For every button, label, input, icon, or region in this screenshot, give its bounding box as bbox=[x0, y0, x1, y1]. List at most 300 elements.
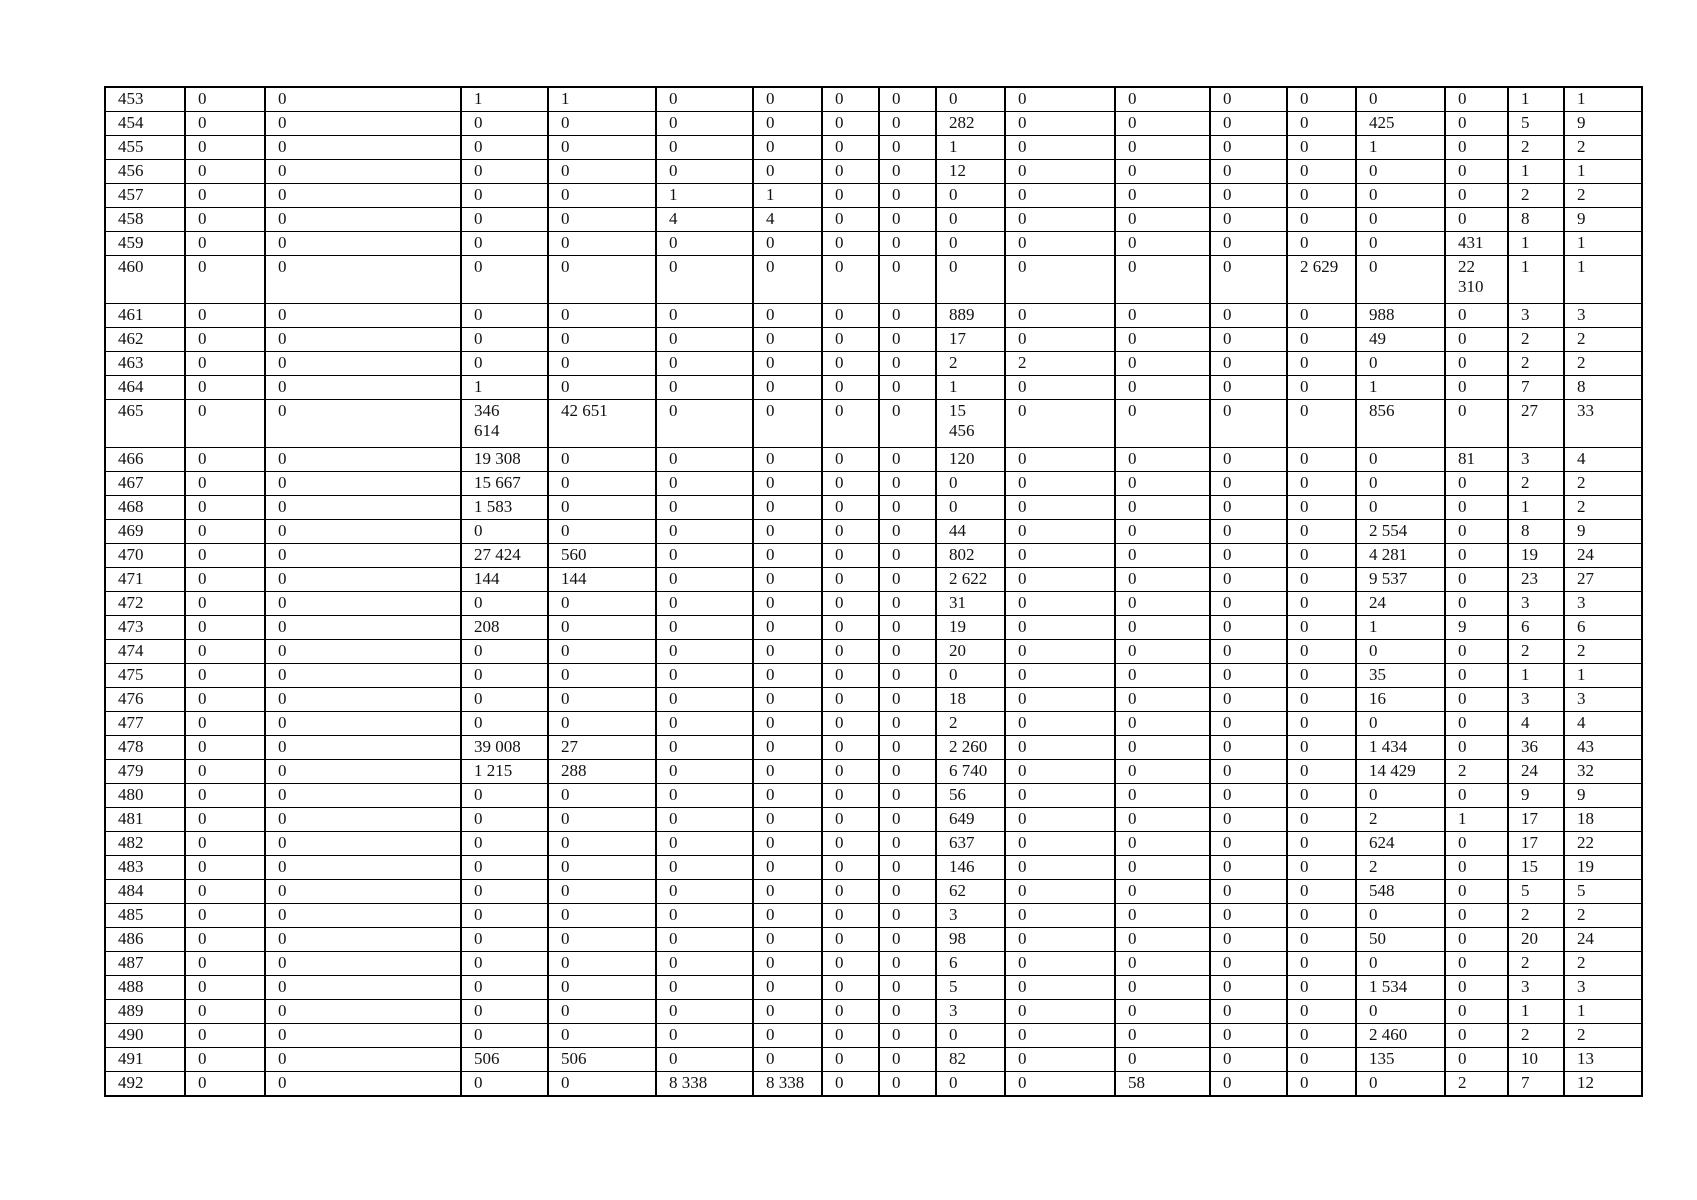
table-cell: 282 bbox=[936, 112, 1005, 136]
table-cell: 2 554 bbox=[1356, 520, 1445, 544]
table-row bbox=[105, 592, 1642, 616]
table-cell: 15 667 bbox=[461, 472, 548, 496]
table-cell: 81 bbox=[1445, 448, 1508, 472]
table-cell: 0 bbox=[1445, 472, 1508, 496]
table-cell: 0 bbox=[265, 976, 461, 1000]
row-number-cell: 474 bbox=[105, 640, 185, 664]
table-cell: 0 bbox=[1115, 592, 1210, 616]
row-number-cell: 484 bbox=[105, 880, 185, 904]
table-cell: 0 bbox=[461, 832, 548, 856]
table-cell: 2 bbox=[1005, 352, 1115, 376]
table-cell: 0 bbox=[461, 520, 548, 544]
table-cell: 0 bbox=[1210, 784, 1287, 808]
table-cell: 0 bbox=[461, 256, 548, 304]
table-cell: 3 bbox=[1508, 304, 1564, 328]
table-cell: 35 bbox=[1356, 664, 1445, 688]
table-cell: 9 537 bbox=[1356, 568, 1445, 592]
table-cell: 0 bbox=[1210, 496, 1287, 520]
table-cell: 0 bbox=[461, 880, 548, 904]
table-cell: 0 bbox=[1210, 208, 1287, 232]
table-cell: 0 bbox=[1210, 688, 1287, 712]
table-cell: 0 bbox=[1005, 784, 1115, 808]
table-cell: 0 bbox=[936, 1024, 1005, 1048]
table-cell: 135 bbox=[1356, 1048, 1445, 1072]
row-number-cell: 453 bbox=[105, 87, 185, 112]
table-cell: 0 bbox=[753, 568, 822, 592]
table-cell: 0 bbox=[265, 1072, 461, 1097]
table-row bbox=[105, 112, 1642, 136]
table-cell: 1 bbox=[1564, 87, 1642, 112]
table-cell: 2 bbox=[1564, 136, 1642, 160]
table-cell: 0 bbox=[1210, 640, 1287, 664]
table-cell: 0 bbox=[1287, 448, 1356, 472]
table-cell: 0 bbox=[879, 976, 936, 1000]
table-cell: 0 bbox=[879, 616, 936, 640]
table-row bbox=[105, 784, 1642, 808]
table-cell: 0 bbox=[265, 928, 461, 952]
table-cell: 0 bbox=[656, 400, 753, 448]
table-cell: 0 bbox=[1210, 376, 1287, 400]
table-cell: 0 bbox=[1210, 232, 1287, 256]
table-cell: 624 bbox=[1356, 832, 1445, 856]
table-cell: 0 bbox=[185, 304, 265, 328]
table-cell: 0 bbox=[461, 928, 548, 952]
table-cell: 0 bbox=[1005, 808, 1115, 832]
table-cell: 8 338 bbox=[656, 1072, 753, 1097]
table-cell: 0 bbox=[1287, 472, 1356, 496]
table-cell: 0 bbox=[265, 880, 461, 904]
table-cell: 9 bbox=[1564, 112, 1642, 136]
table-cell: 0 bbox=[656, 664, 753, 688]
table-cell: 0 bbox=[879, 1000, 936, 1024]
table-cell: 0 bbox=[548, 496, 656, 520]
table-cell: 0 bbox=[185, 112, 265, 136]
table-cell: 0 bbox=[461, 1000, 548, 1024]
row-number-cell: 487 bbox=[105, 952, 185, 976]
table-cell: 0 bbox=[265, 544, 461, 568]
row-number-cell: 463 bbox=[105, 352, 185, 376]
table-cell: 0 bbox=[1287, 880, 1356, 904]
table-cell: 0 bbox=[265, 496, 461, 520]
table-cell: 0 bbox=[753, 688, 822, 712]
table-cell: 0 bbox=[753, 160, 822, 184]
table-cell: 0 bbox=[1210, 976, 1287, 1000]
row-number-cell: 469 bbox=[105, 520, 185, 544]
table-cell: 3 bbox=[1564, 304, 1642, 328]
row-number-cell: 470 bbox=[105, 544, 185, 568]
table-cell: 0 bbox=[1210, 952, 1287, 976]
table-cell: 0 bbox=[879, 688, 936, 712]
table-cell: 0 bbox=[185, 784, 265, 808]
table-cell: 0 bbox=[461, 304, 548, 328]
table-cell: 0 bbox=[753, 1048, 822, 1072]
table-cell: 0 bbox=[185, 352, 265, 376]
table-cell: 0 bbox=[822, 616, 879, 640]
table-cell: 0 bbox=[879, 112, 936, 136]
table-cell: 0 bbox=[1287, 712, 1356, 736]
table-cell: 0 bbox=[548, 832, 656, 856]
table-cell: 0 bbox=[185, 664, 265, 688]
table-cell: 19 bbox=[1508, 544, 1564, 568]
table-row bbox=[105, 760, 1642, 784]
table-cell: 0 bbox=[185, 472, 265, 496]
table-cell: 0 bbox=[185, 520, 265, 544]
table-cell: 0 bbox=[656, 496, 753, 520]
table-cell: 0 bbox=[265, 808, 461, 832]
table-cell: 3 bbox=[1564, 976, 1642, 1000]
table-cell: 0 bbox=[1115, 136, 1210, 160]
table-row bbox=[105, 448, 1642, 472]
table-cell: 0 bbox=[265, 400, 461, 448]
table-cell: 17 bbox=[1508, 832, 1564, 856]
table-cell: 0 bbox=[753, 760, 822, 784]
table-cell: 0 bbox=[265, 952, 461, 976]
table-cell: 0 bbox=[461, 184, 548, 208]
table-cell: 0 bbox=[822, 640, 879, 664]
table-cell: 0 bbox=[936, 87, 1005, 112]
table-cell: 0 bbox=[1445, 856, 1508, 880]
row-number-cell: 490 bbox=[105, 1024, 185, 1048]
table-cell: 0 bbox=[1287, 760, 1356, 784]
table-cell: 0 bbox=[1287, 544, 1356, 568]
table-cell: 0 bbox=[1445, 400, 1508, 448]
table-cell: 0 bbox=[753, 1024, 822, 1048]
table-cell: 2 bbox=[1508, 136, 1564, 160]
table-cell: 12 bbox=[936, 160, 1005, 184]
table-row bbox=[105, 184, 1642, 208]
table-cell: 20 bbox=[936, 640, 1005, 664]
table-cell: 9 bbox=[1564, 784, 1642, 808]
table-cell: 0 bbox=[656, 592, 753, 616]
table-cell: 19 bbox=[1564, 856, 1642, 880]
table-cell: 0 bbox=[822, 544, 879, 568]
table-cell: 0 bbox=[1210, 184, 1287, 208]
table-cell: 0 bbox=[1005, 904, 1115, 928]
table-cell: 0 bbox=[1115, 87, 1210, 112]
table-cell: 2 bbox=[1564, 328, 1642, 352]
table-cell: 0 bbox=[548, 856, 656, 880]
table-cell: 6 740 bbox=[936, 760, 1005, 784]
table-cell: 13 bbox=[1564, 1048, 1642, 1072]
table-cell: 0 bbox=[656, 688, 753, 712]
data-table bbox=[104, 86, 1643, 1097]
table-cell: 0 bbox=[1356, 208, 1445, 232]
table-cell: 0 bbox=[656, 256, 753, 304]
table-cell: 144 bbox=[461, 568, 548, 592]
table-cell: 0 bbox=[185, 592, 265, 616]
table-cell: 0 bbox=[879, 760, 936, 784]
table-cell: 0 bbox=[1005, 1024, 1115, 1048]
table-cell: 0 bbox=[265, 160, 461, 184]
table-cell: 0 bbox=[461, 856, 548, 880]
table-row bbox=[105, 1072, 1642, 1097]
table-cell: 0 bbox=[1115, 688, 1210, 712]
table-row bbox=[105, 136, 1642, 160]
table-cell: 0 bbox=[1445, 1048, 1508, 1072]
table-cell: 0 bbox=[1005, 472, 1115, 496]
table-cell: 0 bbox=[548, 184, 656, 208]
table-cell: 1 bbox=[1508, 664, 1564, 688]
table-cell: 0 bbox=[265, 640, 461, 664]
table-cell: 802 bbox=[936, 544, 1005, 568]
table-cell: 0 bbox=[1287, 1048, 1356, 1072]
table-cell: 0 bbox=[879, 664, 936, 688]
table-cell: 2 bbox=[1508, 328, 1564, 352]
table-cell: 3 bbox=[936, 904, 1005, 928]
table-cell: 0 bbox=[461, 664, 548, 688]
table-cell: 0 bbox=[1005, 616, 1115, 640]
table-cell: 1 bbox=[936, 136, 1005, 160]
table-cell: 0 bbox=[548, 664, 656, 688]
table-cell: 0 bbox=[185, 87, 265, 112]
table-cell: 0 bbox=[548, 160, 656, 184]
table-cell: 0 bbox=[1115, 640, 1210, 664]
table-cell: 49 bbox=[1356, 328, 1445, 352]
table-cell: 0 bbox=[1287, 184, 1356, 208]
table-cell: 0 bbox=[1005, 760, 1115, 784]
table-cell: 0 bbox=[1210, 808, 1287, 832]
table-row bbox=[105, 1024, 1642, 1048]
table-cell: 0 bbox=[1005, 328, 1115, 352]
table-cell: 0 bbox=[1115, 664, 1210, 688]
table-cell: 7 bbox=[1508, 376, 1564, 400]
table-cell: 0 bbox=[1005, 856, 1115, 880]
table-cell: 0 bbox=[461, 352, 548, 376]
table-cell: 0 bbox=[822, 904, 879, 928]
table-cell: 0 bbox=[185, 568, 265, 592]
table-cell: 0 bbox=[1287, 952, 1356, 976]
table-cell: 0 bbox=[265, 448, 461, 472]
table-cell: 0 bbox=[656, 952, 753, 976]
table-cell: 1 bbox=[461, 87, 548, 112]
table-cell: 4 281 bbox=[1356, 544, 1445, 568]
table-cell: 15 bbox=[1508, 856, 1564, 880]
table-cell: 2 bbox=[1564, 952, 1642, 976]
table-cell: 0 bbox=[1210, 352, 1287, 376]
table-cell: 0 bbox=[1445, 376, 1508, 400]
table-cell: 0 bbox=[1210, 304, 1287, 328]
table-cell: 0 bbox=[1356, 712, 1445, 736]
table-cell: 6 bbox=[1564, 616, 1642, 640]
table-cell: 0 bbox=[265, 1024, 461, 1048]
table-cell: 0 bbox=[753, 112, 822, 136]
table-cell: 0 bbox=[461, 640, 548, 664]
table-cell: 0 bbox=[879, 832, 936, 856]
table-cell: 5 bbox=[1564, 880, 1642, 904]
table-cell: 0 bbox=[1005, 160, 1115, 184]
table-cell: 0 bbox=[548, 688, 656, 712]
table-cell: 0 bbox=[1210, 616, 1287, 640]
table-cell: 0 bbox=[656, 640, 753, 664]
table-cell: 4 bbox=[753, 208, 822, 232]
table-cell: 1 bbox=[1508, 87, 1564, 112]
table-row bbox=[105, 376, 1642, 400]
table-cell: 0 bbox=[656, 760, 753, 784]
table-cell: 0 bbox=[1005, 640, 1115, 664]
row-number-cell: 482 bbox=[105, 832, 185, 856]
table-cell: 0 bbox=[1210, 256, 1287, 304]
table-cell: 3 bbox=[936, 1000, 1005, 1024]
table-cell: 0 bbox=[753, 232, 822, 256]
table-cell: 0 bbox=[656, 736, 753, 760]
table-cell: 0 bbox=[548, 112, 656, 136]
table-cell: 0 bbox=[185, 1072, 265, 1097]
table-cell: 0 bbox=[822, 376, 879, 400]
table-cell: 0 bbox=[1115, 904, 1210, 928]
table-cell: 2 260 bbox=[936, 736, 1005, 760]
table-cell: 2 bbox=[1564, 184, 1642, 208]
table-cell: 0 bbox=[1115, 568, 1210, 592]
table-cell: 0 bbox=[879, 1048, 936, 1072]
table-cell: 0 bbox=[879, 520, 936, 544]
table-cell: 0 bbox=[265, 136, 461, 160]
table-cell: 0 bbox=[656, 1000, 753, 1024]
table-cell: 0 bbox=[1005, 304, 1115, 328]
table-cell: 0 bbox=[185, 1000, 265, 1024]
table-cell: 0 bbox=[548, 520, 656, 544]
table-cell: 0 bbox=[461, 784, 548, 808]
table-cell: 0 bbox=[265, 760, 461, 784]
table-cell: 0 bbox=[265, 592, 461, 616]
table-cell: 0 bbox=[1005, 928, 1115, 952]
table-cell: 0 bbox=[1210, 520, 1287, 544]
table-cell: 0 bbox=[1445, 736, 1508, 760]
table-cell: 0 bbox=[461, 112, 548, 136]
table-cell: 0 bbox=[822, 184, 879, 208]
table-cell: 0 bbox=[879, 856, 936, 880]
row-number-cell: 468 bbox=[105, 496, 185, 520]
table-cell: 2 bbox=[1508, 904, 1564, 928]
table-cell: 0 bbox=[1287, 664, 1356, 688]
table-cell: 4 bbox=[1564, 712, 1642, 736]
table-cell: 0 bbox=[879, 544, 936, 568]
table-cell: 0 bbox=[185, 544, 265, 568]
table-cell: 0 bbox=[822, 952, 879, 976]
table-cell: 0 bbox=[1115, 304, 1210, 328]
table-cell: 0 bbox=[1287, 640, 1356, 664]
table-cell: 0 bbox=[1115, 616, 1210, 640]
table-cell: 0 bbox=[1445, 160, 1508, 184]
table-cell: 17 bbox=[936, 328, 1005, 352]
table-cell: 0 bbox=[822, 352, 879, 376]
table-cell: 0 bbox=[461, 592, 548, 616]
table-cell: 0 bbox=[879, 952, 936, 976]
table-row bbox=[105, 304, 1642, 328]
table-cell: 0 bbox=[185, 400, 265, 448]
table-cell: 0 bbox=[1356, 256, 1445, 304]
table-cell: 0 bbox=[879, 208, 936, 232]
table-cell: 0 bbox=[1005, 208, 1115, 232]
table-cell: 0 bbox=[879, 136, 936, 160]
table-cell: 0 bbox=[461, 808, 548, 832]
table-cell: 0 bbox=[1356, 784, 1445, 808]
table-cell: 0 bbox=[185, 928, 265, 952]
table-cell: 0 bbox=[753, 640, 822, 664]
table-cell: 0 bbox=[656, 448, 753, 472]
table-cell: 1 bbox=[753, 184, 822, 208]
table-cell: 0 bbox=[1445, 712, 1508, 736]
table-cell: 0 bbox=[1287, 928, 1356, 952]
table-cell: 0 bbox=[548, 376, 656, 400]
table-cell: 0 bbox=[753, 472, 822, 496]
table-cell: 0 bbox=[1445, 520, 1508, 544]
table-cell: 0 bbox=[656, 87, 753, 112]
table-cell: 0 bbox=[185, 976, 265, 1000]
table-cell: 0 bbox=[548, 1000, 656, 1024]
table-cell: 0 bbox=[656, 784, 753, 808]
table-cell: 0 bbox=[822, 472, 879, 496]
table-row bbox=[105, 1048, 1642, 1072]
table-cell: 0 bbox=[1356, 1000, 1445, 1024]
table-cell: 0 bbox=[1210, 1024, 1287, 1048]
table-cell: 0 bbox=[1115, 760, 1210, 784]
table-cell: 0 bbox=[1287, 808, 1356, 832]
table-cell: 27 424 bbox=[461, 544, 548, 568]
table-cell: 0 bbox=[656, 904, 753, 928]
table-row bbox=[105, 208, 1642, 232]
table-cell: 8 bbox=[1508, 520, 1564, 544]
table-cell: 0 bbox=[1287, 592, 1356, 616]
table-cell: 4 bbox=[1508, 712, 1564, 736]
table-cell: 3 bbox=[1508, 688, 1564, 712]
table-cell: 3 bbox=[1508, 448, 1564, 472]
table-cell: 0 bbox=[265, 304, 461, 328]
table-cell: 0 bbox=[753, 544, 822, 568]
table-cell: 0 bbox=[1445, 544, 1508, 568]
table-cell: 208 bbox=[461, 616, 548, 640]
table-cell: 0 bbox=[822, 208, 879, 232]
table-cell: 0 bbox=[548, 1072, 656, 1097]
table-cell: 0 bbox=[879, 376, 936, 400]
table-cell: 0 bbox=[656, 520, 753, 544]
table-cell: 0 bbox=[753, 87, 822, 112]
table-cell: 0 bbox=[265, 208, 461, 232]
table-cell: 288 bbox=[548, 760, 656, 784]
table-cell: 18 bbox=[1564, 808, 1642, 832]
table-cell: 0 bbox=[1210, 664, 1287, 688]
table-cell: 0 bbox=[656, 928, 753, 952]
table-row bbox=[105, 568, 1642, 592]
table-row bbox=[105, 904, 1642, 928]
table-cell: 0 bbox=[548, 808, 656, 832]
table-cell: 0 bbox=[1115, 544, 1210, 568]
row-number-cell: 466 bbox=[105, 448, 185, 472]
table-cell: 506 bbox=[548, 1048, 656, 1072]
table-cell: 0 bbox=[879, 496, 936, 520]
table-cell: 0 bbox=[1210, 448, 1287, 472]
table-cell: 0 bbox=[656, 808, 753, 832]
table-cell: 0 bbox=[1356, 352, 1445, 376]
table-cell: 0 bbox=[1445, 1000, 1508, 1024]
table-cell: 0 bbox=[822, 1024, 879, 1048]
table-cell: 0 bbox=[936, 664, 1005, 688]
table-row bbox=[105, 496, 1642, 520]
table-cell: 1 bbox=[1564, 160, 1642, 184]
table-cell: 1 bbox=[1564, 256, 1642, 304]
table-cell: 62 bbox=[936, 880, 1005, 904]
table-cell: 0 bbox=[548, 928, 656, 952]
table-cell: 0 bbox=[185, 448, 265, 472]
table-cell: 0 bbox=[265, 1000, 461, 1024]
table-cell: 0 bbox=[1005, 1072, 1115, 1097]
table-cell: 988 bbox=[1356, 304, 1445, 328]
table-row bbox=[105, 352, 1642, 376]
table-row bbox=[105, 736, 1642, 760]
table-cell: 31 bbox=[936, 592, 1005, 616]
table-cell: 0 bbox=[185, 160, 265, 184]
table-cell: 0 bbox=[1287, 568, 1356, 592]
table-cell: 4 bbox=[1564, 448, 1642, 472]
